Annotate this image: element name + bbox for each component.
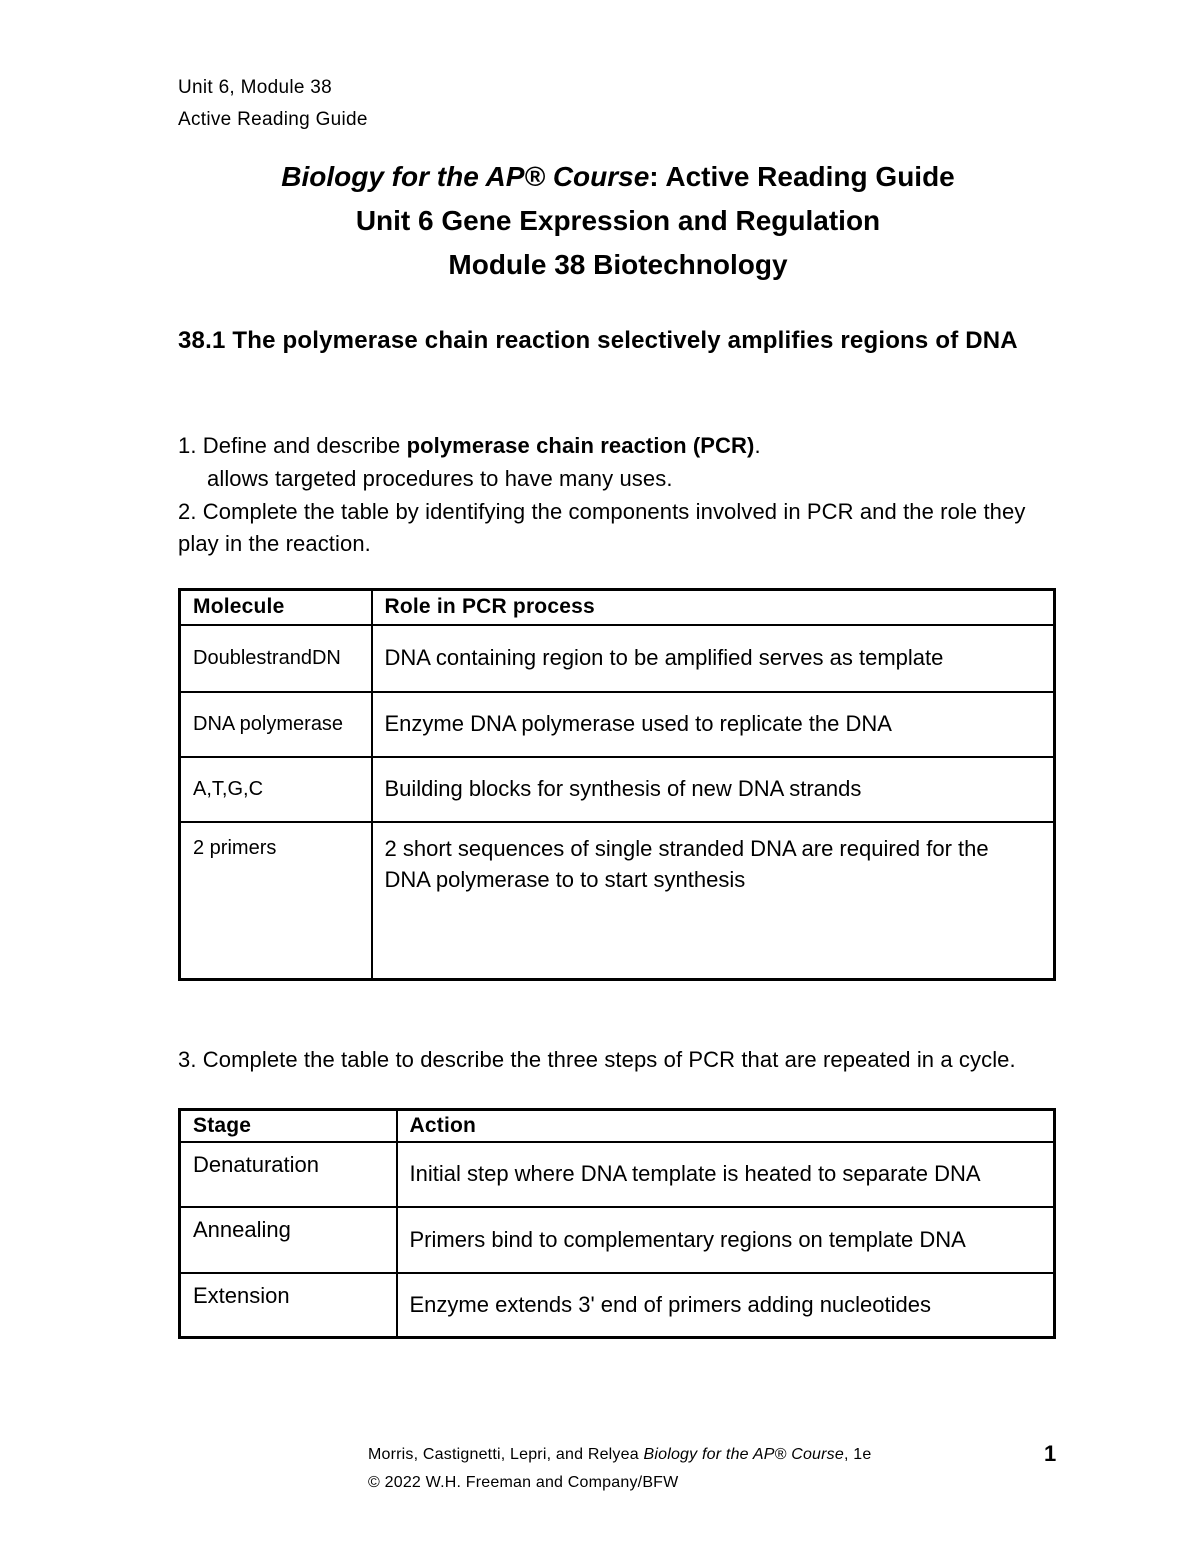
molecule-cell: DNA polymerase <box>180 692 372 757</box>
molecule-cell: DoublestrandDN <box>180 625 372 692</box>
title-line-1-rest: : Active Reading Guide <box>649 161 955 192</box>
role-cell: 2 short sequences of single stranded DNA are required for the DNA polymerase to to start synthesis <box>372 822 1055 980</box>
title-book-name: Biology for the AP® Course <box>281 161 650 192</box>
table-row <box>180 1207 1055 1273</box>
question-3: 3. Complete the table to describe the three steps of PCR that are repeated in a cycle. <box>178 1047 1016 1072</box>
question-1-prefix: 1. Define and describe <box>178 433 407 458</box>
table-row <box>180 692 1055 757</box>
molecule-cell: A,T,G,C <box>180 757 372 822</box>
table-header-row <box>180 1110 1055 1142</box>
stage-cell: Extension <box>180 1273 397 1338</box>
header-guide-label: Active Reading Guide <box>178 109 368 130</box>
role-cell: DNA containing region to be amplified serves as template <box>372 625 1055 692</box>
question-1-suffix: . <box>754 433 761 458</box>
table-row <box>180 757 1055 822</box>
footer-edition: , 1e <box>843 1446 872 1463</box>
role-cell: Enzyme DNA polymerase used to replicate the DNA <box>372 692 1055 757</box>
footer-line-1 <box>368 1441 871 1469</box>
title-line-1 <box>160 155 1076 199</box>
page-number: 1 <box>1044 1441 1057 1466</box>
column-header-stage: Stage <box>180 1110 397 1142</box>
stage-cell: Denaturation <box>180 1142 397 1207</box>
table-row <box>180 1142 1055 1207</box>
table-row <box>180 1273 1055 1338</box>
document-title <box>160 155 1076 287</box>
title-line-2: Unit 6 Gene Expression and Regulation <box>355 205 881 236</box>
action-cell: Primers bind to complementary regions on template DNA <box>397 1207 1055 1273</box>
column-header-role: Role in PCR process <box>372 590 1055 625</box>
question-2: 2. Complete the table by identifying the components involved in PCR and the role they play in the reaction. <box>178 499 1026 556</box>
document-header <box>178 72 368 136</box>
footer-copyright: © 2022 W.H. Freeman and Company/BFW <box>368 1474 679 1491</box>
footer-authors: Morris, Castignetti, Lepri, and Relyea <box>368 1446 644 1463</box>
column-header-action: Action <box>397 1110 1055 1142</box>
question-1-term: polymerase chain reaction (PCR) <box>406 433 755 458</box>
role-cell: Building blocks for synthesis of new DNA strands <box>372 757 1055 822</box>
table-row <box>180 822 1055 980</box>
question-1 <box>178 430 1078 462</box>
pcr-steps-table <box>178 1108 1056 1339</box>
section-heading: 38.1 The polymerase chain reaction selectively amplifies regions of DNA <box>178 327 1018 354</box>
stage-cell: Annealing <box>180 1207 397 1273</box>
molecule-cell: 2 primers <box>180 822 372 980</box>
question-1-answer: allows targeted procedures to have many uses. <box>207 466 673 491</box>
action-cell: Enzyme extends 3' end of primers adding nucleotides <box>397 1273 1055 1338</box>
column-header-molecule: Molecule <box>180 590 372 625</box>
footer-citation <box>368 1441 871 1497</box>
action-cell: Initial step where DNA template is heated to separate DNA <box>397 1142 1055 1207</box>
header-unit-module: Unit 6, Module 38 <box>178 77 333 98</box>
title-line-3: Module 38 Biotechnology <box>448 249 788 280</box>
table-header-row <box>180 590 1055 625</box>
table-row <box>180 625 1055 692</box>
pcr-components-table <box>178 588 1056 981</box>
footer-book-name: Biology for the AP® Course <box>643 1446 844 1463</box>
